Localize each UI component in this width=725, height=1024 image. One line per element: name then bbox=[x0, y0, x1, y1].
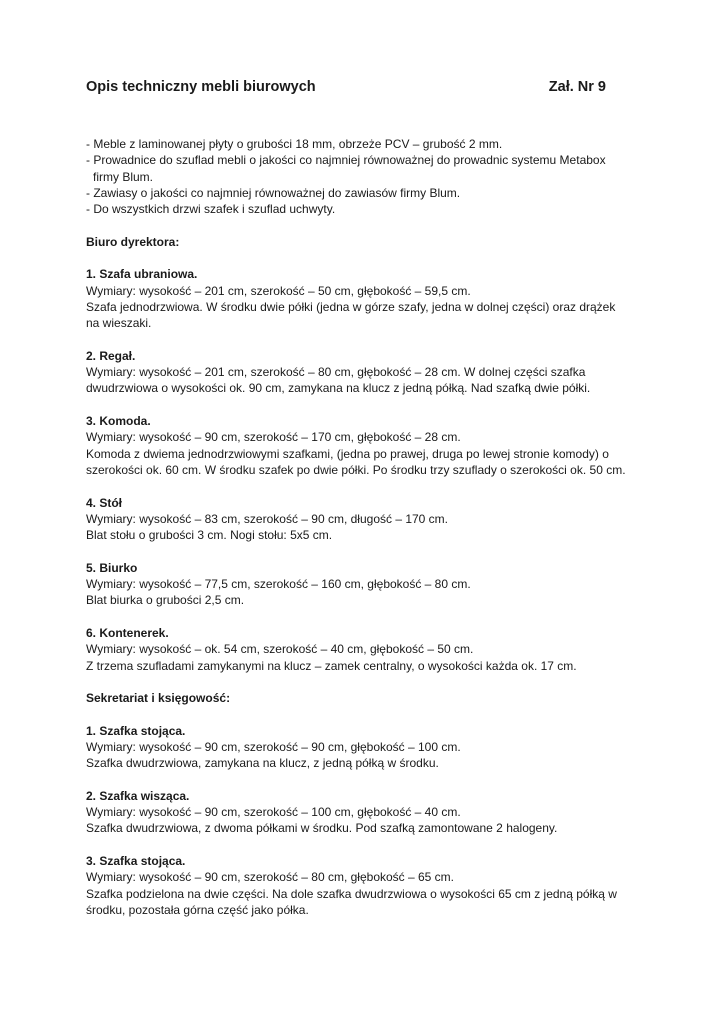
section-heading-director-office: Biuro dyrektora: bbox=[86, 234, 180, 249]
item-line: Z trzema szufladami zamykanymi na klucz – zamek centralny, o wysokości każda ok. 17 cm. bbox=[86, 658, 577, 673]
item-title: 2. Szafka wisząca. bbox=[86, 788, 190, 803]
intro-line: - Meble z laminowanej płyty o grubości 18 mm, obrzeże PCV – grubość 2 mm. bbox=[86, 137, 503, 151]
title-row bbox=[86, 79, 606, 99]
intro-line: - Prowadnice do szuflad mebli o jakości co najmniej równoważnej do prowadnic systemu Metabox bbox=[86, 153, 606, 168]
intro-line: - Zawiasy o jakości co najmniej równoważnej do zawiasów firmy Blum. bbox=[86, 185, 461, 200]
item-line: Wymiary: wysokość – 90 cm, szerokość – 90 cm, głębokość – 100 cm. bbox=[86, 739, 461, 754]
item-title: 3. Szafka stojąca. bbox=[86, 854, 186, 869]
item-line: Wymiary: wysokość – 90 cm, szerokość – 170 cm, głębokość – 28 cm. bbox=[86, 430, 461, 445]
intro-line: - Do wszystkich drzwi szafek i szuflad uchwyty. bbox=[86, 202, 336, 217]
item-line: Blat stołu o grubości 3 cm. Nogi stołu: 5x5 cm. bbox=[86, 528, 333, 543]
item-line: szerokości ok. 60 cm. W środku szafek po dwie półki. Po środku trzy szuflady o szerokości ok. 50 cm. bbox=[86, 462, 626, 477]
item-title: 1. Szafa ubraniowa. bbox=[86, 267, 198, 282]
item-line: Blat biurka o grubości 2,5 cm. bbox=[86, 593, 245, 608]
item-line: środku, pozostała górna część jako półka. bbox=[86, 902, 309, 917]
item-line: Wymiary: wysokość – 77,5 cm, szerokość – 160 cm, głębokość – 80 cm. bbox=[86, 577, 471, 592]
item-title: 5. Biurko bbox=[86, 560, 138, 575]
item-line: na wieszaki. bbox=[86, 316, 152, 331]
annex-number: Zał. Nr 9 bbox=[548, 79, 606, 95]
item-line: Wymiary: wysokość – 201 cm, szerokość – 50 cm, głębokość – 59,5 cm. bbox=[86, 283, 471, 298]
item-title: 4. Stół bbox=[86, 495, 123, 510]
item-line: Szafka dwudrzwiowa, zamykana na klucz, z jedną półką w środku. bbox=[86, 756, 439, 771]
document-title: Opis techniczny mebli biurowych bbox=[86, 79, 316, 95]
item-line: Szafka dwudrzwiowa, z dwoma półkami w środku. Pod szafką zamontowane 2 halogeny. bbox=[86, 821, 558, 836]
item-line: Wymiary: wysokość – 90 cm, szerokość – 100 cm, głębokość – 40 cm. bbox=[86, 805, 461, 820]
item-line: Wymiary: wysokość – 90 cm, szerokość – 80 cm, głębokość – 65 cm. bbox=[86, 870, 455, 885]
item-line: Wymiary: wysokość – ok. 54 cm, szerokość – 40 cm, głębokość – 50 cm. bbox=[86, 642, 474, 657]
item-title: 1. Szafka stojąca. bbox=[86, 723, 186, 738]
item-line: Wymiary: wysokość – 83 cm, szerokość – 90 cm, długość – 170 cm. bbox=[86, 511, 449, 526]
item-line: Komoda z dwiema jednodrzwiowymi szafkami, (jedna po prawej, druga po lewej stronie komody) o bbox=[86, 446, 609, 461]
item-title: 3. Komoda. bbox=[86, 414, 151, 429]
item-line: dwudrzwiowa o wysokości ok. 90 cm, zamykana na klucz z jedną półką. Nad szafką dwie półki. bbox=[86, 381, 591, 396]
item-line: Wymiary: wysokość – 201 cm, szerokość – 80 cm, głębokość – 28 cm. W dolnej części szafka bbox=[86, 365, 586, 380]
item-title: 6. Kontenerek. bbox=[86, 625, 169, 640]
document-body bbox=[86, 136, 646, 918]
item-title: 2. Regał. bbox=[86, 348, 136, 363]
intro-line: firmy Blum. bbox=[93, 169, 153, 184]
item-line: Szafka podzielona na dwie części. Na dole szafka dwudrzwiowa o wysokości 65 cm z jedną półką w bbox=[86, 886, 617, 901]
item-line: Szafa jednodrzwiowa. W środku dwie półki (jedna w górze szafy, jedna w dolnej części) oraz drążek bbox=[86, 299, 616, 314]
section-heading-secretariat: Sekretariat i księgowość: bbox=[86, 691, 231, 706]
